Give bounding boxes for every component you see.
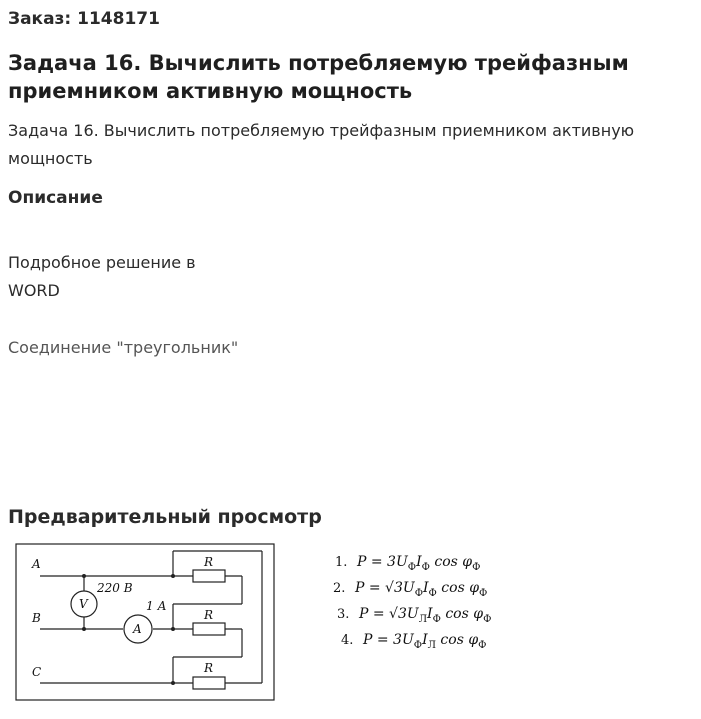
description-line-3: Соединение "треугольник" — [8, 338, 239, 357]
phase-a-label: A — [32, 557, 41, 571]
formula-number-3: 3. — [337, 607, 350, 622]
description-line-2: WORD — [8, 281, 60, 300]
voltmeter-label: V — [79, 597, 88, 611]
page-title: Задача 16. Вычислить потребляемую трейфазным приемником активную мощность — [8, 51, 629, 103]
circuit-diagram — [16, 544, 274, 700]
description-heading: Описание — [8, 188, 103, 208]
resistor-label-3: R — [204, 661, 214, 675]
formula-number-1: 1. — [335, 555, 348, 570]
resistor-label-2: R — [204, 608, 214, 622]
phase-b-label: B — [32, 611, 41, 625]
ammeter-label: A — [133, 622, 142, 636]
formula-1: $P = 3U_ФI_Ф$ $\cos \varphi_Ф$ — [357, 554, 481, 573]
preview-image — [0, 536, 701, 719]
formula-number-2: 2. — [333, 581, 346, 596]
formula-number-4: 4. — [341, 633, 354, 648]
phase-c-label: C — [32, 665, 42, 679]
preview-heading: Предварительный просмотр — [8, 506, 322, 528]
current-reading: 1 А — [146, 599, 167, 613]
formula-4: $P = 3U_ФI_Л$ $\cos \varphi_Ф$ — [363, 632, 487, 651]
formula-2: $P = √3U_ФI_Ф$ $\cos \varphi_Ф$ — [355, 580, 488, 599]
resistor-label-1: R — [204, 555, 214, 569]
voltage-reading: 220 В — [97, 581, 133, 595]
description-line-1: Подробное решение в — [8, 253, 196, 272]
formula-list — [333, 554, 491, 651]
order-number: Заказ: 1148171 — [8, 9, 160, 29]
formula-3: $P = √3U_ЛI_Ф$ $\cos \varphi_Ф$ — [359, 606, 492, 625]
task-subtitle: Задача 16. Вычислить потребляемую трейфазным приемником активную мощность — [8, 121, 635, 168]
